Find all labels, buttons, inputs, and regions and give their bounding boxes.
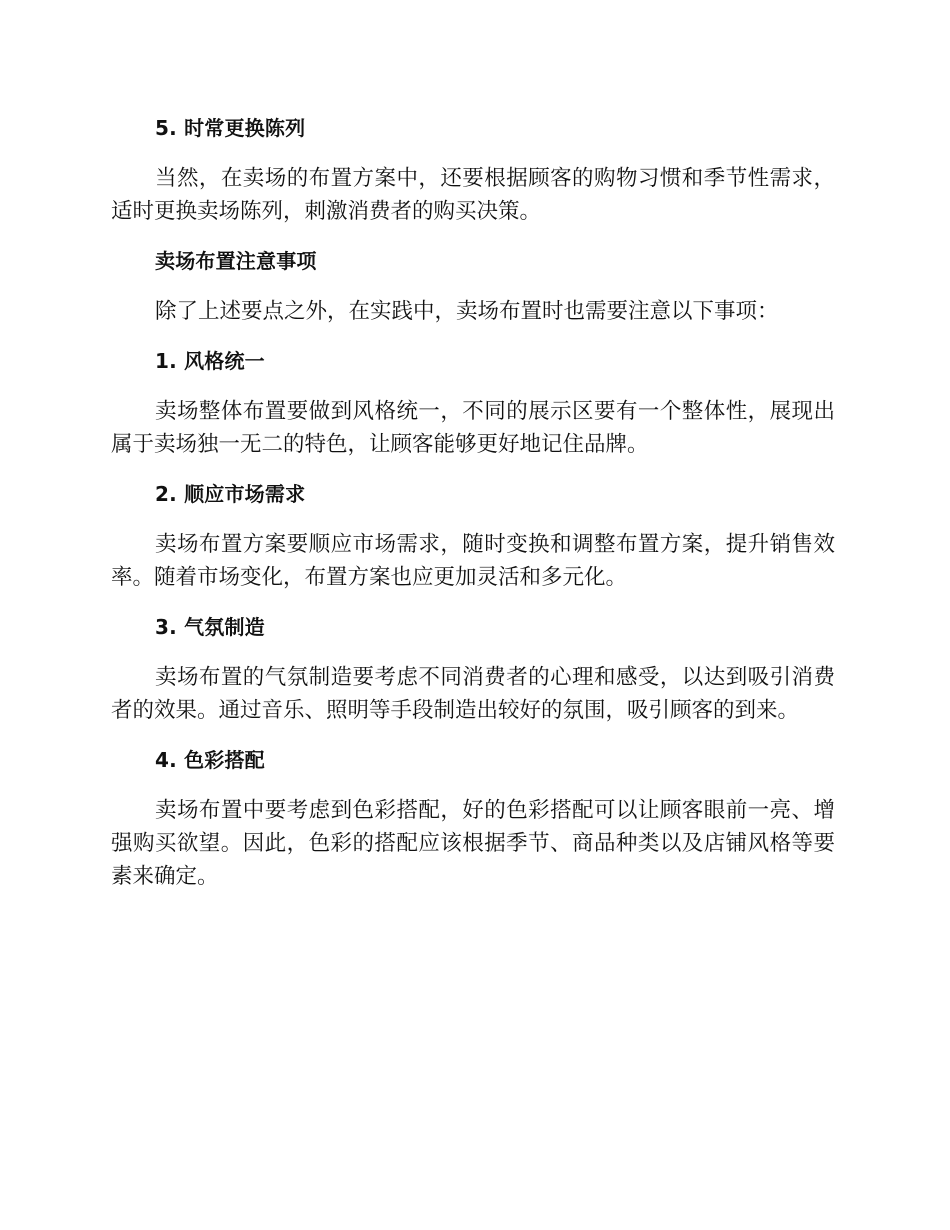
para-market-demand: 卖场布置方案要顺应市场需求，随时变换和调整布置方案，提升销售效率。随着市场变化，布置方案也应更加灵活和多元化。	[111, 532, 835, 590]
para-change-display: 当然，在卖场的布置方案中，还要根据顾客的购物习惯和季节性需求，适时更换卖场陈列，刺激消费者的购买决策。	[111, 166, 835, 224]
para-atmosphere: 卖场布置的气氛制造要考虑不同消费者的心理和感受，以达到吸引消费者的效果。通过音乐、照明等手段制造出较好的氛围，吸引顾客的到来。	[111, 665, 835, 723]
heading-layout-notes: 卖场布置注意事项	[155, 249, 317, 273]
heading-color-matching: 4. 色彩搭配	[155, 748, 265, 772]
heading-atmosphere: 3. 气氛制造	[155, 615, 265, 639]
heading-market-demand: 2. 顺应市场需求	[155, 482, 306, 506]
heading-unified-style: 1. 风格统一	[155, 349, 265, 373]
document-body	[111, 113, 835, 893]
para-unified-style: 卖场整体布置要做到风格统一，不同的展示区要有一个整体性，展现出属于卖场独一无二的特色，让顾客能够更好地记住品牌。	[111, 399, 835, 457]
heading-change-display: 5. 时常更换陈列	[155, 116, 306, 140]
para-color-matching: 卖场布置中要考虑到色彩搭配，好的色彩搭配可以让顾客眼前一亮、增强购买欲望。因此，色彩的搭配应该根据季节、商品种类以及店铺风格等要素来确定。	[111, 798, 835, 889]
para-layout-notes: 除了上述要点之外，在实践中，卖场布置时也需要注意以下事项：	[155, 299, 779, 324]
